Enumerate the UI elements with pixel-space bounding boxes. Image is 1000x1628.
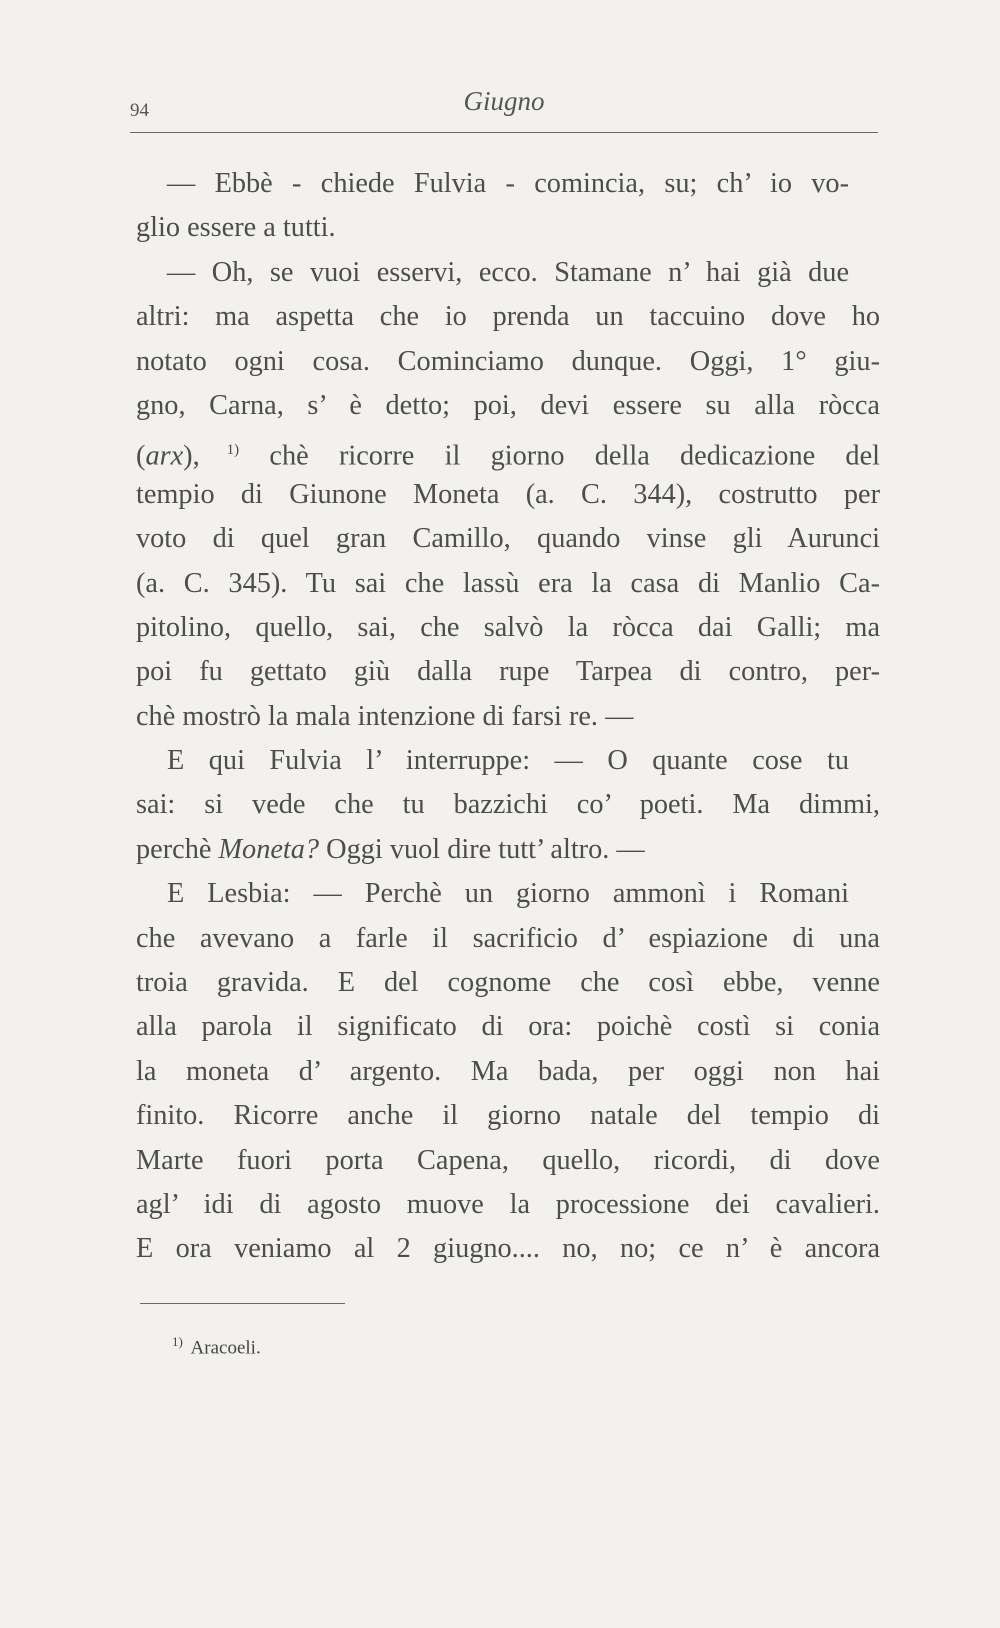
running-title: Giugno bbox=[463, 86, 545, 116]
text-line bbox=[136, 1227, 880, 1271]
text-line bbox=[136, 384, 880, 428]
text-line bbox=[136, 1094, 880, 1138]
text-line-content: la moneta d’ argento. Ma bada, per oggi non hai bbox=[136, 1055, 880, 1087]
text-line bbox=[136, 517, 880, 561]
text-line-content: troia gravida. E del cognome che così ebbe, venne bbox=[136, 967, 880, 999]
text-line-content: notato ogni cosa. Cominciamo dunque. Oggi, 1° giu- bbox=[136, 345, 880, 377]
footnote-divider bbox=[140, 1303, 345, 1304]
text-line bbox=[136, 917, 880, 961]
text-line-content: (a. C. 345). Tu sai che lassù era la casa di Manlio Ca- bbox=[136, 567, 880, 599]
text-line-content: sai: si vede che tu bazzichi co’ poeti. Ma dimmi, bbox=[136, 789, 880, 821]
page-number: 94 bbox=[130, 100, 149, 121]
text-line-content: che avevano a farle il sacrificio d’ espiazione di una bbox=[136, 922, 880, 954]
text-line bbox=[136, 295, 880, 339]
text-line bbox=[136, 650, 880, 694]
text-line bbox=[136, 739, 880, 783]
footnote-text: Aracoeli. bbox=[190, 1337, 261, 1359]
text-line-content: poi fu gettato giù dalla rupe Tarpea di contro, per- bbox=[136, 656, 880, 688]
text-line-content: gno, Carna, s’ è detto; poi, devi essere su alla ròcca bbox=[136, 389, 880, 421]
text-line bbox=[136, 1139, 880, 1183]
text-line bbox=[136, 340, 880, 384]
text-line-content: Marte fuori porta Capena, quello, ricordi, di dove bbox=[136, 1144, 880, 1176]
text-line bbox=[136, 162, 880, 206]
text-line bbox=[136, 1050, 880, 1094]
text-line bbox=[136, 206, 880, 250]
text-line bbox=[136, 562, 880, 606]
text-line-content: tempio di Giunone Moneta (a. C. 344), costrutto per bbox=[136, 478, 880, 510]
text-line bbox=[136, 428, 880, 472]
text-line bbox=[136, 1005, 880, 1049]
text-line-content: — Ebbè - chiede Fulvia - comincia, su; ch’ io vo- bbox=[167, 168, 849, 199]
body-text bbox=[136, 162, 880, 1272]
text-line-content: E Lesbia: — Perchè un giorno ammonì i Romani bbox=[167, 878, 849, 910]
text-line-content: perchè Moneta? Oggi vuol dire tutt’ altro. — bbox=[136, 833, 645, 865]
text-line-content: alla parola il significato di ora: poichè costì si conia bbox=[136, 1011, 880, 1043]
text-line bbox=[136, 961, 880, 1005]
text-line-content: finito. Ricorre anche il giorno natale del tempio di bbox=[136, 1100, 880, 1132]
text-line bbox=[136, 695, 880, 739]
text-line bbox=[136, 828, 880, 872]
text-line-content: agl’ idi di agosto muove la processione dei cavalieri. bbox=[136, 1188, 880, 1220]
page-header bbox=[130, 76, 878, 133]
text-line bbox=[136, 473, 880, 517]
text-line-content: altri: ma aspetta che io prenda un taccuino dove ho bbox=[136, 301, 880, 333]
text-line bbox=[136, 783, 880, 827]
text-line-content: pitolino, quello, sai, che salvò la ròcca dai Galli; ma bbox=[136, 611, 880, 643]
text-line-content: voto di quel gran Camillo, quando vinse gli Aurunci bbox=[136, 523, 880, 555]
footnote bbox=[172, 1334, 261, 1359]
text-line bbox=[136, 872, 880, 916]
text-line-content: (arx), $^{1)}$ chè ricorre il giorno della dedicazione del bbox=[136, 440, 880, 472]
text-line bbox=[136, 251, 880, 295]
text-line-content: E qui Fulvia l’ interruppe: — O quante cose tu bbox=[167, 745, 849, 777]
text-line-content: E ora veniamo al 2 giugno.... no, no; ce n’ è ancora bbox=[136, 1233, 880, 1265]
text-line bbox=[136, 1183, 880, 1227]
text-line-content: — Oh, se vuoi esservi, ecco. Stamane n’ hai già due bbox=[167, 256, 849, 288]
text-line-content: chè mostrò la mala intenzione di farsi re. — bbox=[136, 700, 634, 732]
text-line-content: glio essere a tutti. bbox=[136, 212, 336, 244]
text-line bbox=[136, 606, 880, 650]
footnote-mark: 1) bbox=[172, 1334, 183, 1349]
